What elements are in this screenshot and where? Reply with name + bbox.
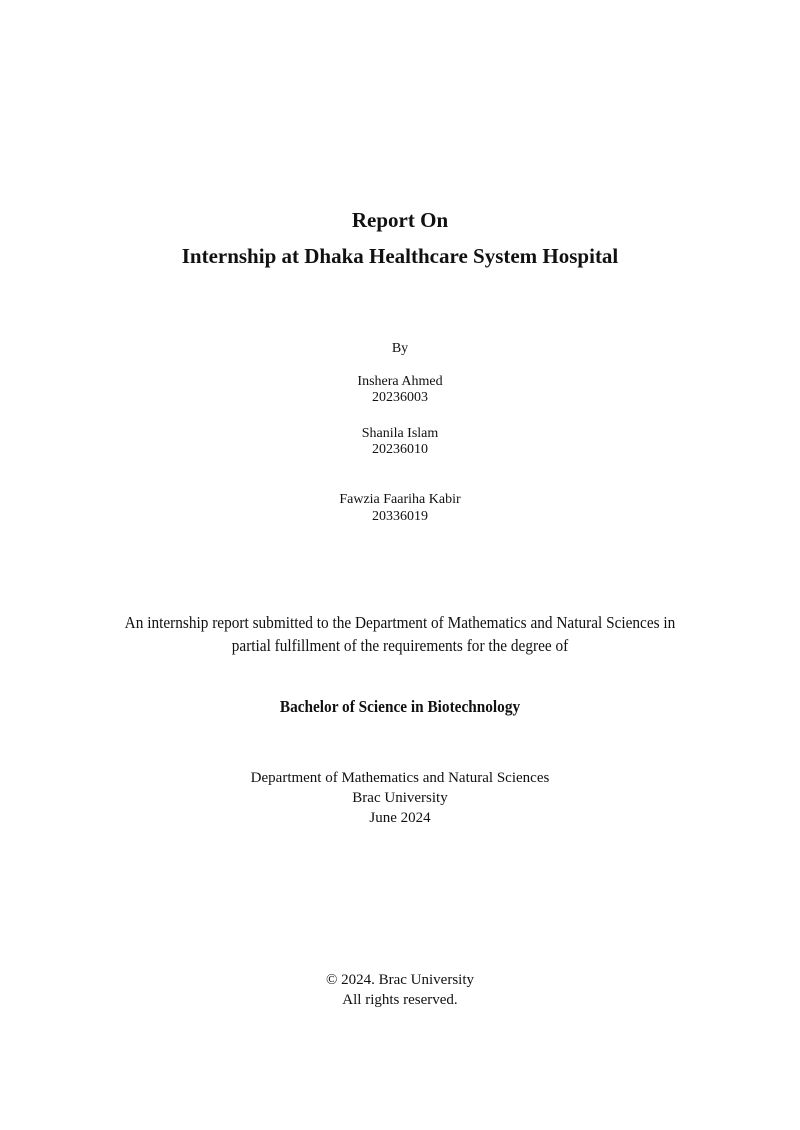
- report-title-line2: Internship at Dhaka Healthcare System Hospital: [181, 244, 619, 268]
- author-2-id: 20236010: [372, 442, 428, 457]
- submission-statement-line2: partial fulfillment of the requirements for the degree of: [231, 636, 569, 655]
- by-label: By: [391, 341, 409, 356]
- submission-date: June 2024: [369, 810, 431, 826]
- author-1-id: 20236003: [372, 390, 428, 405]
- author-3-id: 20336019: [372, 509, 428, 524]
- author-3-name: Fawzia Faariha Kabir: [339, 492, 461, 507]
- submission-statement-line1: An internship report submitted to the Department of Mathematics and Natural Sciences in: [124, 613, 676, 632]
- report-title-line1: Report On: [351, 208, 449, 232]
- author-1-name: Inshera Ahmed: [357, 374, 443, 389]
- university-name: Brac University: [352, 790, 448, 806]
- copyright-notice: © 2024. Brac University: [325, 972, 475, 988]
- department-name: Department of Mathematics and Natural Sciences: [250, 770, 550, 786]
- degree-title: Bachelor of Science in Biotechnology: [279, 697, 521, 716]
- author-2-name: Shanila Islam: [361, 426, 439, 441]
- rights-reserved: All rights reserved.: [342, 992, 458, 1008]
